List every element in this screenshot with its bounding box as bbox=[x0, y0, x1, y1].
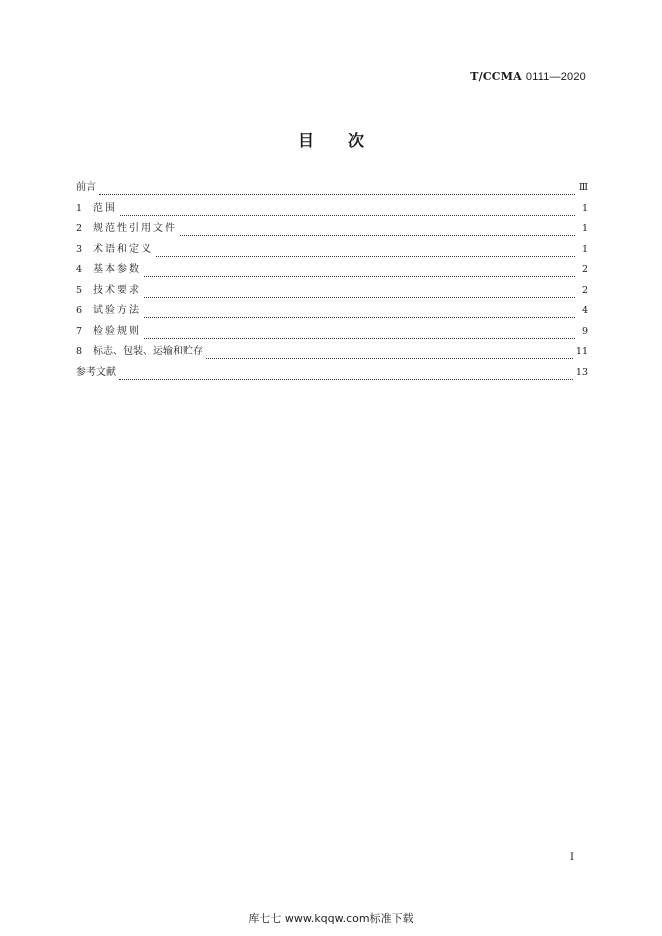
toc-entry-label: 试验方法 bbox=[93, 305, 141, 316]
toc-entry-number: 1 bbox=[76, 202, 83, 214]
toc-leader-dots bbox=[144, 275, 575, 277]
toc-leader-dots bbox=[120, 214, 575, 216]
document-code-prefix: T/CCMA bbox=[470, 70, 522, 83]
watermark-text: 库七七 www.kqqw.com标准下载 bbox=[248, 912, 414, 925]
toc-leader-dots bbox=[206, 357, 573, 359]
toc-entry-bibliography[interactable] bbox=[76, 366, 588, 387]
table-of-contents bbox=[76, 181, 588, 386]
toc-entry-label: 参考文献 bbox=[76, 366, 116, 378]
toc-entry-terms-definitions[interactable] bbox=[76, 243, 588, 264]
toc-entry-foreword[interactable] bbox=[76, 181, 588, 202]
toc-entry-technical-requirements[interactable] bbox=[76, 284, 588, 305]
toc-entry-label: 检验规则 bbox=[93, 325, 141, 337]
toc-entry-test-methods[interactable] bbox=[76, 304, 588, 325]
toc-entry-page: 11 bbox=[575, 346, 588, 357]
toc-entry-inspection-rules[interactable] bbox=[76, 325, 588, 346]
page-title: 目次 bbox=[297, 131, 398, 150]
toc-entry-label: 术语和定义 bbox=[93, 243, 153, 255]
toc-leader-dots bbox=[99, 193, 575, 195]
toc-entry-number: 6 bbox=[76, 305, 83, 316]
toc-entry-number: 5 bbox=[76, 284, 83, 296]
toc-leader-dots bbox=[119, 378, 573, 380]
toc-entry-number: 4 bbox=[76, 264, 83, 275]
toc-entry-page: Ⅲ bbox=[578, 182, 588, 193]
page-number: Ⅰ bbox=[570, 852, 574, 863]
toc-leader-dots bbox=[180, 234, 575, 236]
toc-leader-dots bbox=[144, 296, 575, 298]
toc-entry-label: 规范性引用文件 bbox=[93, 223, 177, 234]
toc-entry-number: 2 bbox=[76, 223, 83, 234]
document-code-number: 0111—2020 bbox=[525, 71, 586, 83]
toc-leader-dots bbox=[156, 255, 575, 257]
toc-entry-scope[interactable] bbox=[76, 202, 588, 223]
toc-entry-page: 1 bbox=[581, 202, 588, 214]
toc-entry-page: 4 bbox=[581, 305, 588, 316]
toc-entry-page: 1 bbox=[581, 223, 588, 234]
toc-entry-label: 前言 bbox=[76, 182, 96, 193]
toc-entry-page: 1 bbox=[581, 243, 588, 255]
toc-entry-basic-parameters[interactable] bbox=[76, 263, 588, 284]
document-code bbox=[470, 70, 586, 83]
toc-entry-page: 13 bbox=[575, 366, 588, 378]
toc-entry-number: 7 bbox=[76, 325, 83, 337]
toc-entry-label: 标志、包装、运输和贮存 bbox=[93, 346, 203, 357]
toc-entry-page: 2 bbox=[581, 284, 588, 296]
toc-entry-label: 技术要求 bbox=[93, 284, 141, 296]
toc-entry-normative-references[interactable] bbox=[76, 222, 588, 243]
toc-entry-number: 8 bbox=[76, 346, 83, 357]
toc-entry-number: 3 bbox=[76, 243, 83, 255]
toc-leader-dots bbox=[144, 316, 575, 318]
toc-entry-label: 基本参数 bbox=[93, 264, 141, 275]
toc-entry-page: 2 bbox=[581, 264, 588, 275]
toc-leader-dots bbox=[144, 337, 575, 339]
toc-entry-label: 范围 bbox=[93, 202, 117, 214]
toc-entry-page: 9 bbox=[581, 325, 588, 337]
toc-entry-marking-packaging[interactable] bbox=[76, 345, 588, 366]
